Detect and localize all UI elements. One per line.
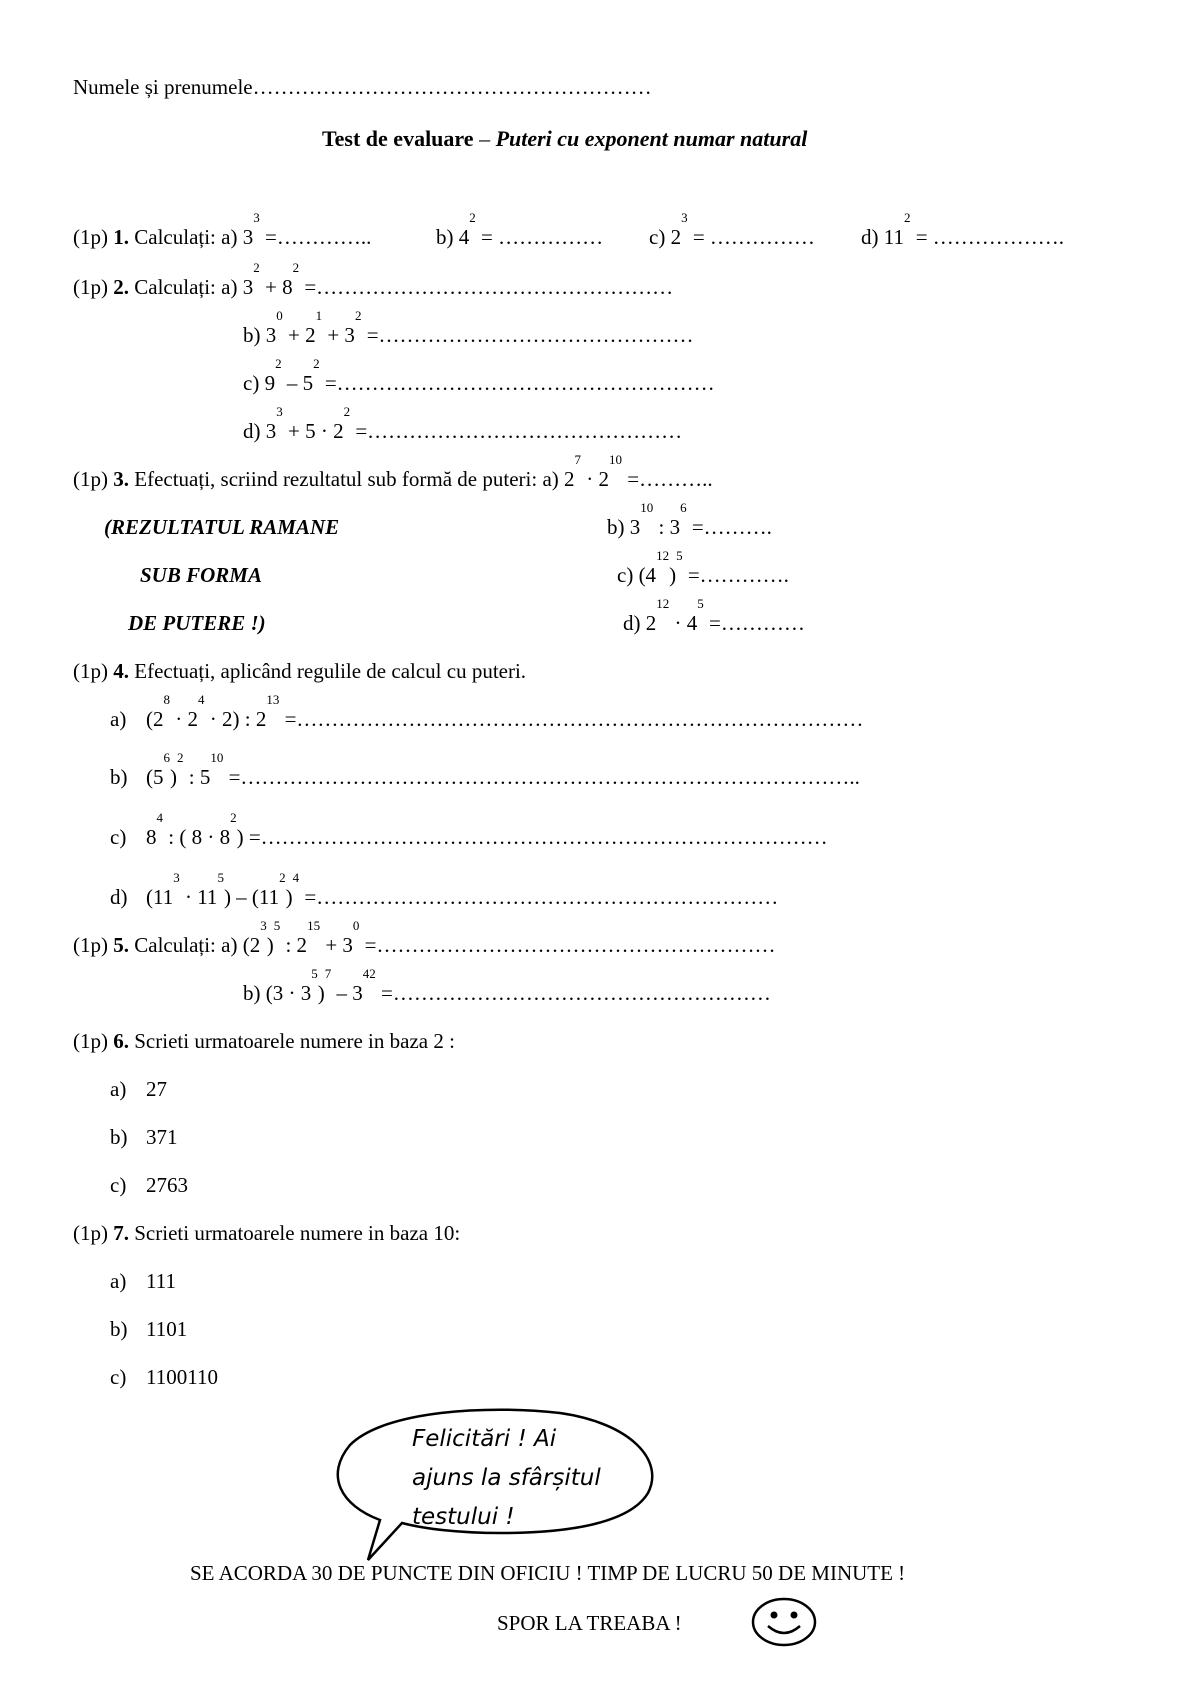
title-subtitle: Puteri cu exponent numar natural [495,126,808,151]
q3-note-line-2: SUB FORMA [140,563,262,587]
q7-item-c: c) 1100110 [110,1365,218,1389]
question-5: (1p) 5. Calculați: a) $(2^3)^5$ : $2^{15} + 3^0$ =………………………………………………… [73,918,776,957]
title-main: Test de evaluare [322,126,474,151]
q4-b: b) $(5^6)^2$ : $5^{10}$ =…………………………………………………………………………….. [110,750,860,789]
question-4: (1p) 4. Efectuați, aplicând regulile de calcul cu puteri. [73,659,527,683]
q3-b: b) $3^{10}$ : $3^6$ =………. [607,500,772,539]
q3-a: a) $2^7 \cdot 2^{10}$ =……….. [542,452,713,491]
speech-bubble-text: Felicitări ! Ai ajuns la sfârșitul testului ! [412,1426,601,1530]
q1-d: d) $11^2$ = ………………. [861,210,1065,249]
q1-a: a) $3^3$ =………….. [221,210,372,249]
title-dash: – [473,126,496,151]
question-6: (1p) 6. Scrieti urmatoarele numere in baza 2 : [73,1029,455,1053]
test-title [322,126,807,152]
footer-instructions: SE ACORDA 30 DE PUNCTE DIN OFICIU ! TIMP DE LUCRU 50 DE MINUTE ! [190,1561,906,1585]
q4-d: d) $(11^3 \cdot 11^5) - (11^2)^4$ =………………………………………………………… [110,870,779,909]
q1-points: (1p) [73,225,114,249]
q3-d: d) $2^{12} \cdot 4^5$ =………… [623,596,805,635]
q2-b: b) $3^0 + 2^1 + 3^2$ =……………………………………… [243,308,694,347]
q1-b: b) $4^2$ = …………… [436,210,604,249]
question-2: (1p) 2. Calculați: a) $3^2 + 8^2$ =…………………………………………… [73,260,674,299]
question-7: (1p) 7. Scrieti urmatoarele numere in baza 10: [73,1221,461,1245]
q5-b: b) $(3 \cdot 3^5)^7 - 3^{42}$ =……………………………………………… [243,966,771,1005]
q5-a: a) $(2^3)^5$ : $2^{15} + 3^0$ =………………………………………………… [221,918,776,957]
q2-a: a) $3^2 + 8^2$ =…………………………………………… [221,260,674,299]
q6-item-a: a) 27 [110,1077,167,1101]
q4-a: a) $(2^8 \cdot 2^4 \cdot 2)$ : $2^{13}$ =……………………………………………………………………… [110,692,864,731]
q4-c: c) $8^4$ : ( $8 \cdot 8^2$) =……………………………………………………………………… [110,810,828,849]
question-1 [73,210,372,250]
q2-c: c) $9^2 - 5^2$ =……………………………………………… [243,356,715,395]
q7-item-a: a) 111 [110,1269,176,1293]
q6-item-b: b) 371 [110,1125,178,1149]
q1-c: c) $2^3$ = …………… [649,210,815,249]
q3-c: c) $(4^{12})^5$ =…………. [617,548,789,587]
q3-note-line-3: DE PUTERE !) [128,611,266,635]
q3-note-line-1: (REZULTATUL RAMANE [104,515,340,539]
student-name-line: Numele și prenumele………………………………………………… [73,75,652,99]
footer-encouragement: SPOR LA TREABA ! [497,1611,682,1635]
q2-d: d) $3^3 + 5 \cdot 2^2$ =……………………………………… [243,404,683,443]
question-3: (1p) 3. Efectuați, scriind rezultatul sub formă de puteri: a) $2^7 \cdot 2^{10}$ =……….. [73,452,713,491]
q1-number: 1. [113,225,129,249]
smiley-face-icon [750,1596,818,1648]
q1-text: Calculați: [129,225,222,249]
q7-item-b: b) 1101 [110,1317,188,1341]
q6-item-c: c) 2763 [110,1173,188,1197]
